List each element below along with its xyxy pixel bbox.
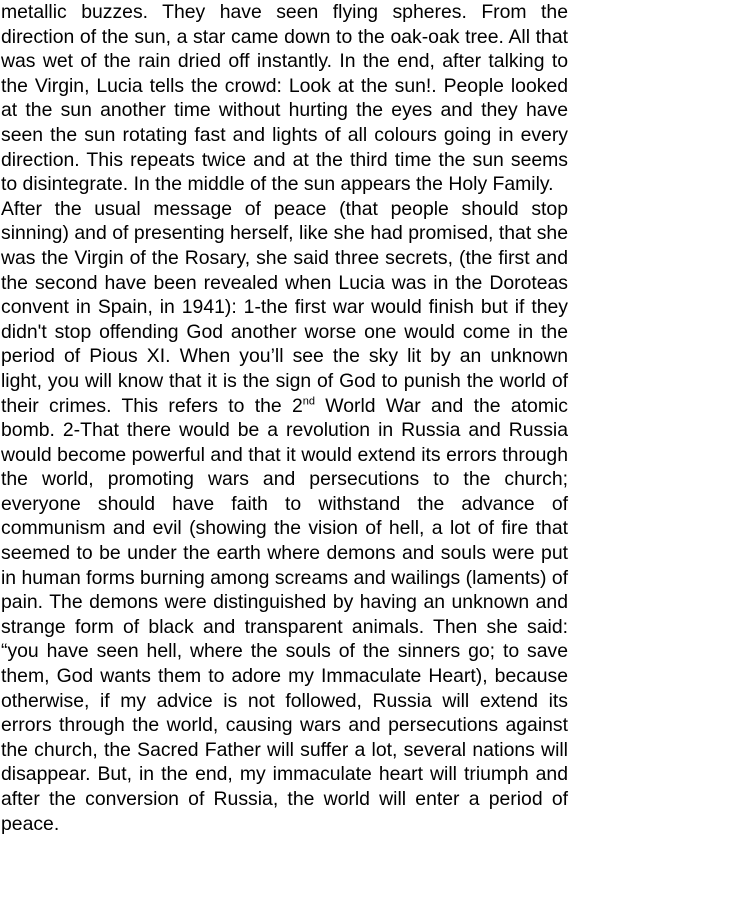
ordinal-superscript: nd [302,395,315,408]
paragraph-1: metallic buzzes. They have seen flying spheres. From the direction of the sun, a star came down to the oak-oak tree. All that was wet of the rain dried off instantly. In the end, after talking to the Virgin, Lucia tells the crowd: Look at the sun!. People looked at the sun another time without hurting the eyes and they have seen the sun rotating fast and lights of all colours going in every direction. This repeats twice and at the third time the sun seems to disintegrate. In the middle of the sun appears the Holy Family. [1,1,568,196]
paragraph-2 [1,197,568,836]
paragraph-2-text-end: World War and the atomic bomb. 2-That there would be a revolution in Russia and Russia would become powerful and that it would extend its errors through the world, promoting wars and persecutions to the church; everyone should have faith to withstand the advance of communism and evil (showing the vision of hell, a lot of fire that seemed to be under the earth where demons and souls were put in human forms burning among screams and wailings (laments) of pain. The demons were distinguished by having an unknown and strange form of black and transparent animals. Then she said: “you have seen hell, where the souls of the sinners go; to save them, God wants them to adore my Immaculate Heart), because otherwise, if my advice is not followed, Russia will extend its errors through the world, causing wars and persecutions against the church, the Sacred Father will suffer a lot, several nations will disappear. But, in the end, my immaculate heart will triumph and after the conversion of Russia, the world will enter a period of peace. [1,394,568,835]
text-body [1,0,568,836]
paragraph-2-text-start: After the usual message of peace (that people should stop sinning) and of presenting herself, like she had promised, that she was the Virgin of the Rosary, she said three secrets, (the first and the second have been revealed when Lucia was in the Doroteas convent in Spain, in 1941): 1-the first war would finish but if they didn't stop offending God another worse one would come in the period of Pious XI. When you’ll see the sky lit by an unknown light, you will know that it is the sign of God to punish the world of their crimes. This refers to the 2 [1,197,568,417]
